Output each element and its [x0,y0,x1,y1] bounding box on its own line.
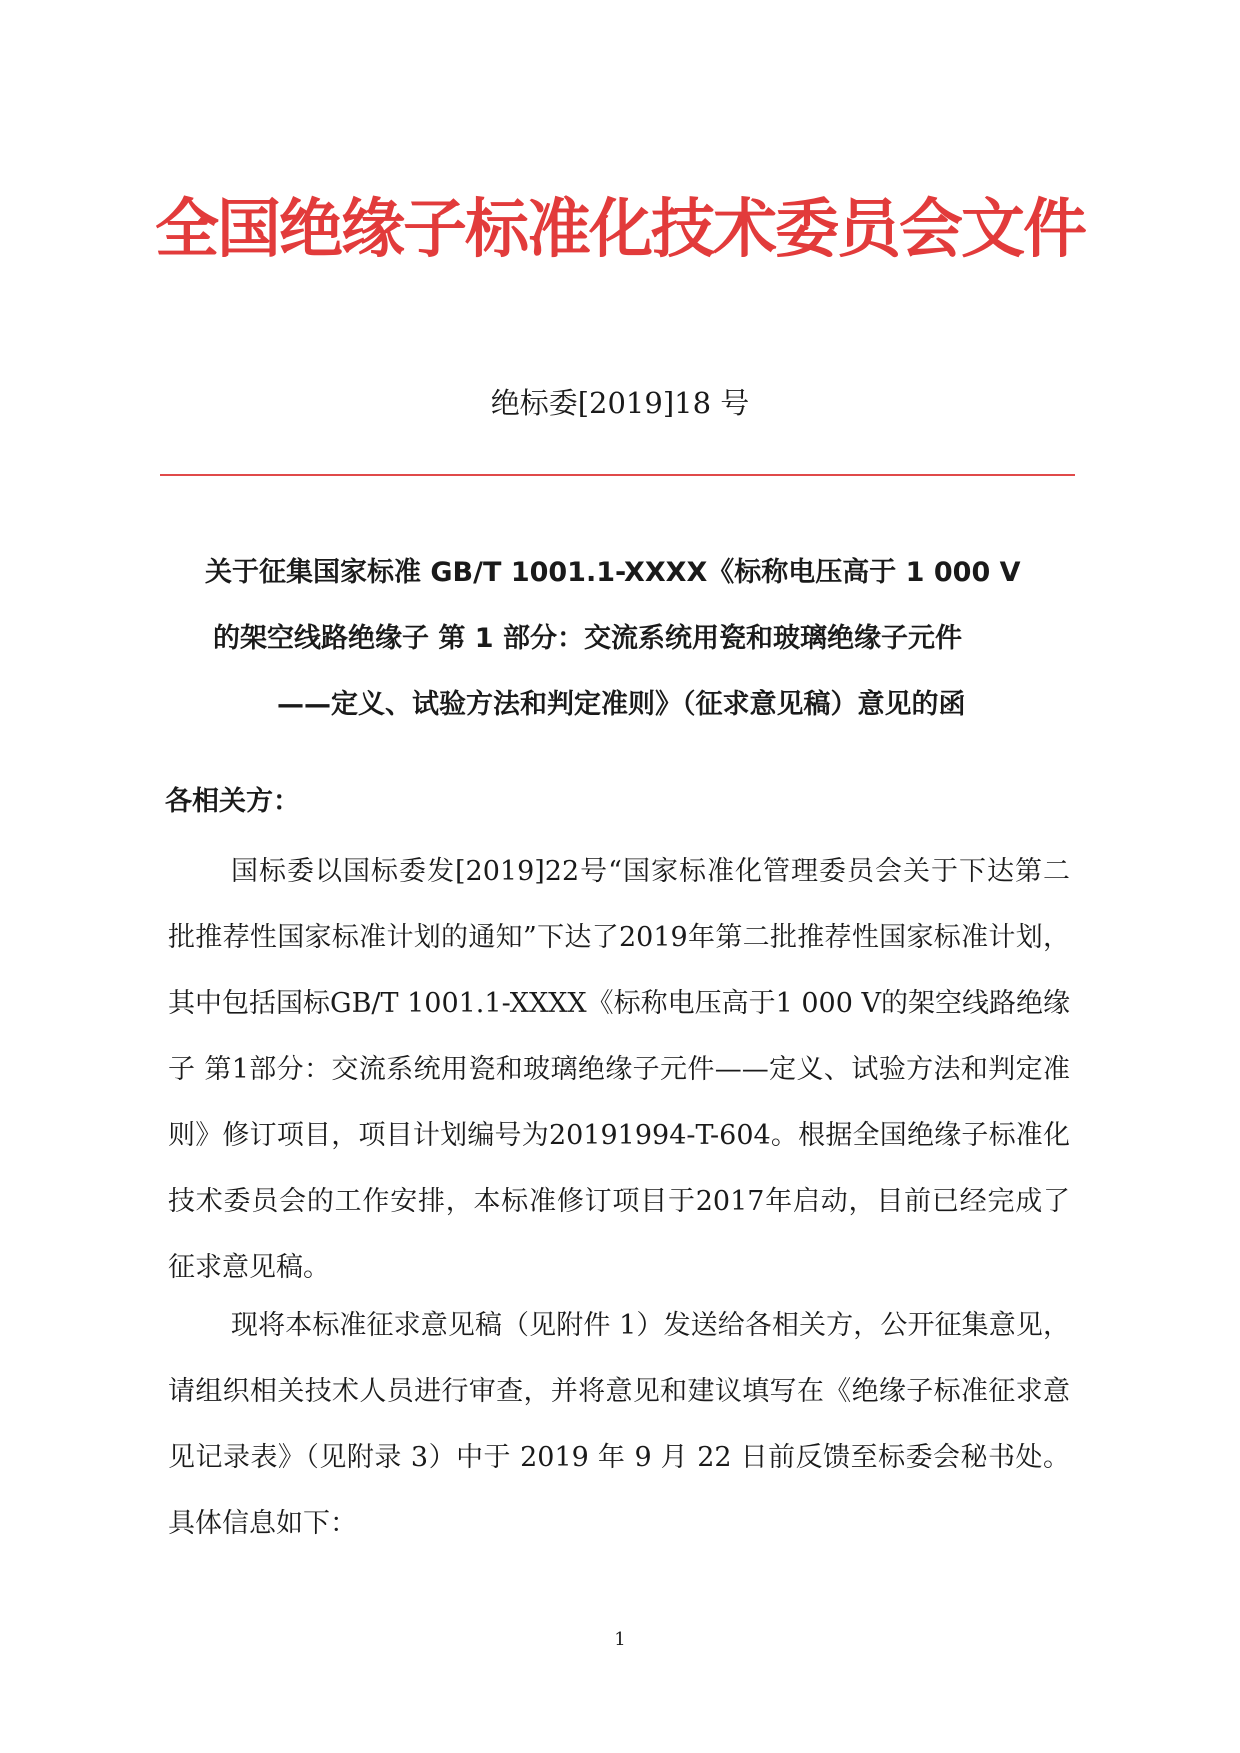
document-number: 绝标委[2019]18 号 [490,386,750,420]
body-paragraph-1: 国标委以国标委发[2019]22号“国家标准化管理委员会关于下达第二批推荐性国家标准计划的通知”下达了2019年第二批推荐性国家标准计划，其中包括国标GB/T 1001.1-XXXX《标称电压高于1 000 V的架空线路绝缘子 第1部分：交流系统用瓷和玻璃绝缘子元件——定义、试验方法和判定准则》修订项目，项目计划编号为20191994-T-604。根据全国绝缘子标准化技术委员会的工作安排，本标准修订项目于2017年启动，目前已经完成了征求意见稿。 [168,856,1070,1283]
body-paragraph-2: 现将本标准征求意见稿（见附件 1）发送给各相关方，公开征集意见，请组织相关技术人员进行审查，并将意见和建议填写在《绝缘子标准征求意见记录表》（见附录 3）中于 2019 年 9 月 22 日前反馈至标委会秘书处。具体信息如下： [168,1310,1070,1539]
salutation: 各相关方： [165,786,300,817]
letter-title-line-2: 的架空线路绝缘子 第 1 部分：交流系统用瓷和玻璃绝缘子元件 [213,623,962,654]
letter-title [205,540,1075,738]
document-header-title: 全国绝缘子标准化技术委员会文件 [155,193,1085,267]
letter-title-line-3: ——定义、试验方法和判定准则》（征求意见稿）意见的函 [277,689,966,720]
header-divider-rule [160,474,1075,476]
page-number: 1 [614,1629,626,1650]
letter-title-line-1: 关于征集国家标准 GB/T 1001.1-XXXX《标称电压高于 1 000 V [205,557,1021,588]
